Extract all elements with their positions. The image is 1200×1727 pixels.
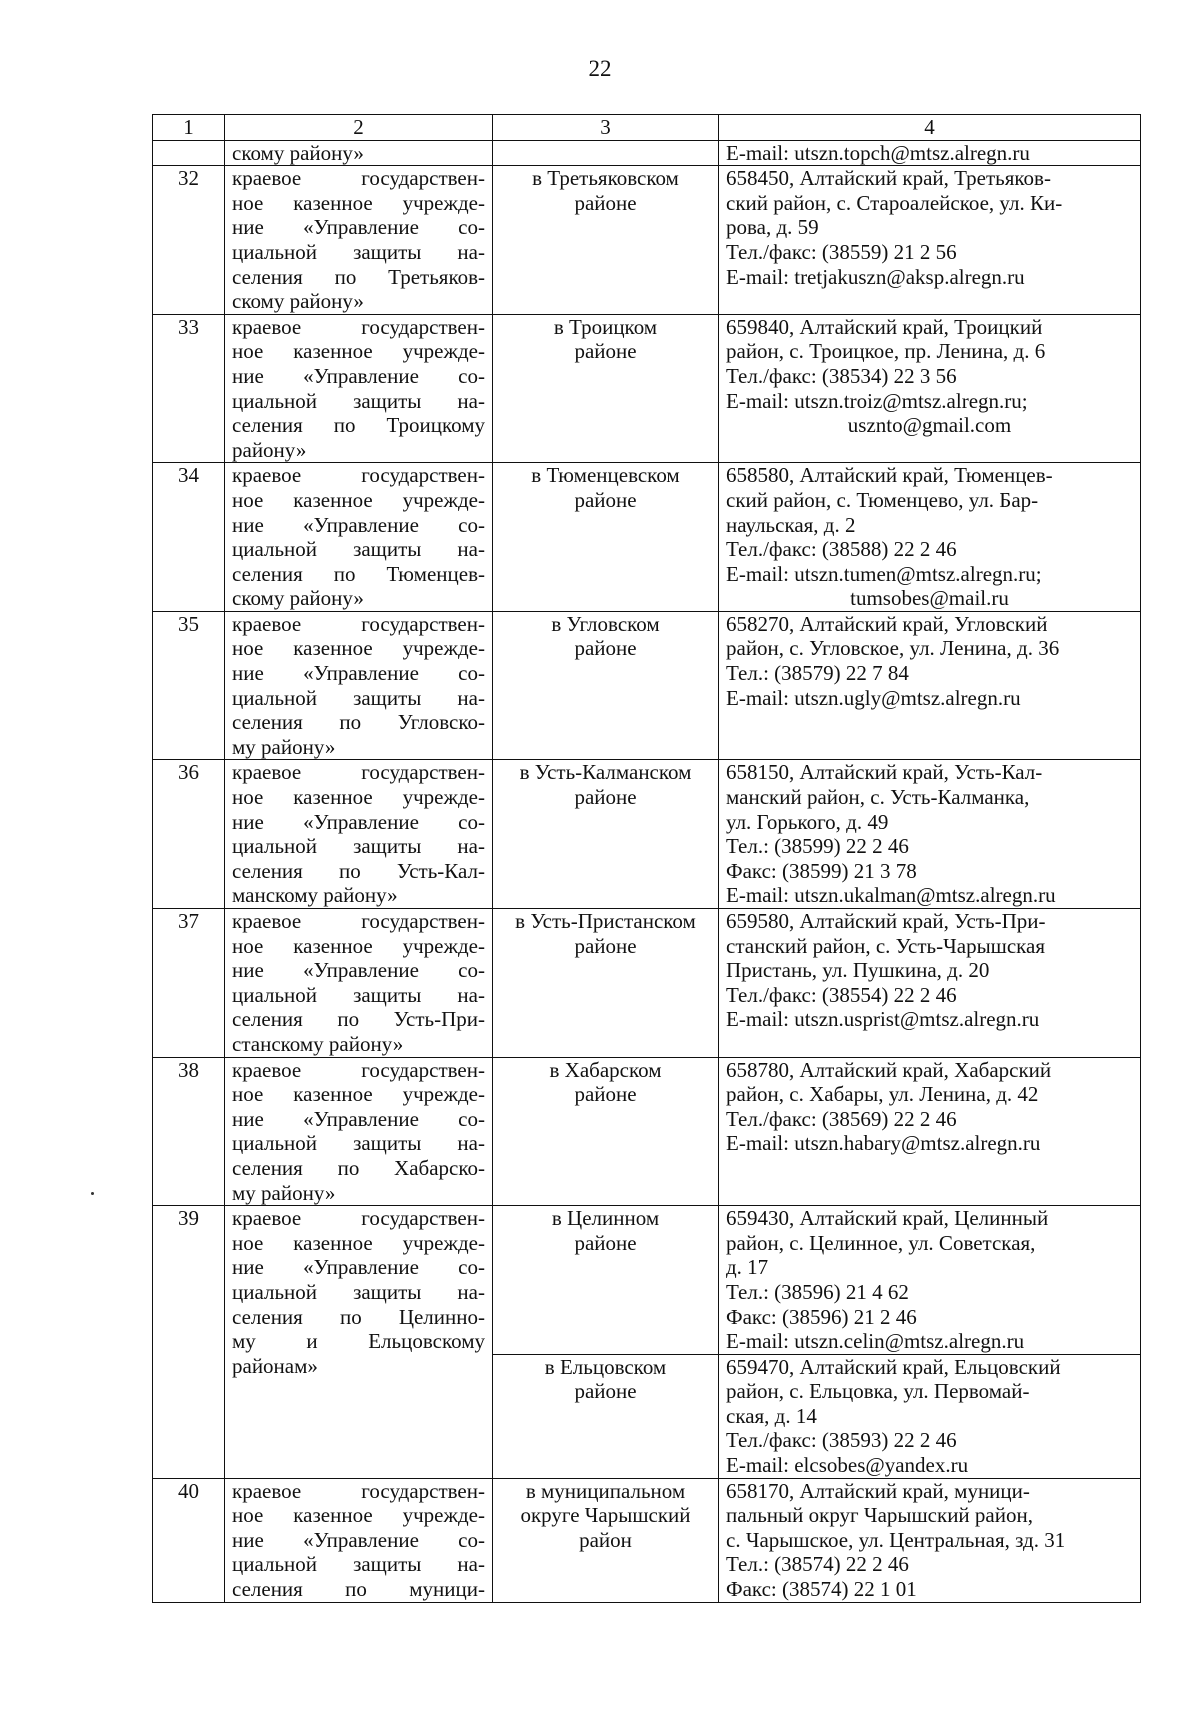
organization-cell [225, 1478, 493, 1602]
district-cell [493, 314, 719, 463]
district-cell-line: район [579, 1527, 632, 1552]
address-cell [719, 166, 1141, 315]
organization-cell-line: району» [232, 437, 307, 462]
organization-cell [225, 1206, 493, 1479]
address-cell-line: ский район, с. Тюменцево, ул. Бар- [726, 487, 1039, 512]
organization-cell-line: ное казенное учрежде- [232, 933, 485, 958]
address-cell-line: Тел./факс: (38593) 22 2 46 [726, 1428, 957, 1453]
district-cell [493, 1354, 719, 1478]
table-row [153, 1478, 1141, 1602]
district-cell-line: в Третьяковском [532, 166, 679, 191]
organization-cell [225, 1057, 493, 1206]
organization-cell-line: ное казенное учрежде- [232, 190, 485, 215]
organization-cell-line: ние «Управление со- [232, 1527, 485, 1552]
address-cell-line: Тел./факс: (38588) 22 2 46 [726, 537, 957, 562]
district-cell-line: районе [574, 1230, 637, 1255]
address-cell [719, 1057, 1141, 1206]
organization-cell-line: ное казенное учрежде- [232, 636, 485, 661]
district-cell-line: в Усть-Пристанском [515, 909, 696, 933]
organization-cell [225, 760, 493, 909]
address-cell-line: 659470, Алтайский край, Ельцовский [726, 1354, 1061, 1379]
address-cell-line: E-mail: tretjakuszn@aksp.alregn.ru [726, 264, 1025, 289]
address-cell [719, 909, 1141, 1058]
column-header: 3 [493, 115, 719, 141]
organization-cell-line: ное казенное учрежде- [232, 785, 485, 810]
organization-cell-line: краевое государствен- [232, 1057, 485, 1082]
organization-cell-line: циальной защиты на- [232, 1279, 485, 1304]
organization-cell-line: краевое государствен- [232, 1206, 485, 1231]
organization-cell-line: циальной защиты на- [232, 1552, 485, 1577]
organization-cell-line: ние «Управление со- [232, 363, 485, 388]
address-cell-line: Тел.: (38599) 22 2 46 [726, 834, 909, 859]
organization-cell-line: краевое государствен- [232, 1478, 485, 1503]
address-cell [719, 463, 1141, 612]
organization-cell-line: краевое государствен- [232, 166, 485, 191]
address-cell-line: E-mail: utszn.ukalman@mtsz.alregn.ru [726, 883, 1056, 908]
organization-cell-line: циальной защиты на- [232, 685, 485, 710]
table-row [153, 463, 1141, 612]
organization-cell-line: ние «Управление со- [232, 809, 485, 834]
column-header: 1 [153, 115, 225, 141]
column-header: 4 [719, 115, 1141, 141]
address-cell-line: манский район, с. Усть-Калманка, [726, 785, 1030, 810]
table-row [153, 166, 1141, 315]
district-cell-line: в Усть-Калманском [519, 760, 692, 785]
address-cell-line: ская, д. 14 [726, 1403, 817, 1428]
organization-cell-line: ние «Управление со- [232, 512, 485, 537]
table-row [153, 314, 1141, 463]
organization-cell-line: селения по Целинно- [232, 1304, 485, 1329]
district-cell-line: районе [574, 785, 637, 810]
district-cell-line: районе [574, 487, 637, 512]
district-cell-line: округе Чарышский [520, 1503, 691, 1528]
address-cell-line: E-mail: elcsobes@yandex.ru [726, 1453, 969, 1478]
address-cell-line: 659580, Алтайский край, Усть-При- [726, 909, 1046, 933]
district-cell-line: районе [574, 1379, 637, 1404]
address-cell-line: tumsobes@mail.ru [850, 586, 1009, 611]
organization-cell-line: ние «Управление со- [232, 958, 485, 983]
address-cell-line: рова, д. 59 [726, 215, 819, 240]
organization-cell [225, 166, 493, 315]
organization-cell-line: селения по муници- [232, 1577, 485, 1602]
organization-cell-line: селения по Усть-При- [232, 1007, 485, 1032]
row-number [153, 140, 225, 166]
address-cell [719, 1354, 1141, 1478]
organization-cell [225, 909, 493, 1058]
district-cell-line: в Целинном [551, 1206, 660, 1231]
address-cell-line: E-mail: utszn.tumen@mtsz.alregn.ru; [726, 561, 1042, 586]
address-cell-line: E-mail: utszn.celin@mtsz.alregn.ru [726, 1329, 1025, 1354]
organization-cell-line: краевое государствен- [232, 760, 485, 785]
address-cell-line: 658780, Алтайский край, Хабарский [726, 1057, 1052, 1082]
address-cell-line: пальный округ Чарышский район, [726, 1503, 1033, 1528]
organization-cell-line: циальной защиты на- [232, 388, 485, 413]
address-cell [719, 760, 1141, 909]
district-cell-line: в муниципальном [525, 1478, 686, 1503]
address-cell-line: район, с. Хабары, ул. Ленина, д. 42 [726, 1082, 1039, 1107]
organization-cell-line: му району» [232, 734, 336, 759]
address-cell-line: наульская, д. 2 [726, 512, 856, 537]
organization-cell-line: селения по Тюменцев- [232, 561, 485, 586]
page-number: 22 [588, 56, 612, 81]
address-cell-line: 659430, Алтайский край, Целинный [726, 1206, 1049, 1231]
address-cell [719, 611, 1141, 760]
district-cell-line: в Хабарском [549, 1057, 662, 1082]
district-cell [493, 611, 719, 760]
organization-cell [225, 140, 493, 166]
organization-cell-line: циальной защиты на- [232, 239, 485, 264]
organization-cell-line: краевое государствен- [232, 314, 485, 339]
row-number: 39 [153, 1206, 225, 1479]
organization-cell-line: циальной защиты на- [232, 1131, 485, 1156]
address-cell-line: Факс: (38599) 21 3 78 [726, 858, 917, 883]
address-cell-line: Тел./факс: (38569) 22 2 46 [726, 1106, 957, 1131]
address-cell-line: 658580, Алтайский край, Тюменцев- [726, 463, 1053, 488]
district-cell [493, 1057, 719, 1206]
scan-speck [91, 1192, 94, 1195]
address-cell [719, 314, 1141, 463]
organization-cell-line: селения по Третьяков- [232, 264, 485, 289]
table-row [153, 909, 1141, 1058]
district-cell-line: в Ельцовском [544, 1354, 667, 1379]
table-row [153, 760, 1141, 909]
district-cell-line: в Угловском [551, 611, 660, 636]
address-cell-line: район, с. Ельцовка, ул. Первомай- [726, 1379, 1030, 1404]
table-row [153, 1057, 1141, 1206]
district-cell [493, 1478, 719, 1602]
address-cell-line: Тел.: (38579) 22 7 84 [726, 661, 909, 686]
address-cell-line: Тел./факс: (38534) 22 3 56 [726, 363, 957, 388]
organization-cell-line: циальной защиты на- [232, 537, 485, 562]
social-protection-offices-table [152, 114, 1141, 1603]
district-cell-line: районе [574, 1082, 637, 1107]
district-cell-line: в Троицком [553, 314, 658, 339]
district-cell [493, 463, 719, 612]
column-header: 2 [225, 115, 493, 141]
row-number: 35 [153, 611, 225, 760]
address-cell-line: Тел./факс: (38559) 21 2 56 [726, 239, 957, 264]
organization-cell-line: циальной защиты на- [232, 982, 485, 1007]
address-cell-line: E-mail: utszn.troiz@mtsz.alregn.ru; [726, 388, 1028, 413]
address-cell-line: 658150, Алтайский край, Усть-Кал- [726, 760, 1043, 785]
address-cell-line: Тел.: (38596) 21 4 62 [726, 1279, 909, 1304]
header-row [153, 115, 1141, 141]
organization-cell-line: скому району» [232, 289, 364, 314]
organization-cell [225, 611, 493, 760]
address-cell-line: 659840, Алтайский край, Троицкий [726, 314, 1043, 339]
organization-cell-line: ние «Управление со- [232, 1255, 485, 1280]
address-cell-line: Тел./факс: (38554) 22 2 46 [726, 982, 957, 1007]
address-cell-line: E-mail: utszn.habary@mtsz.alregn.ru [726, 1131, 1041, 1156]
organization-cell-line: ние «Управление со- [232, 1106, 485, 1131]
district-cell-line: районе [574, 933, 637, 958]
address-cell-line: 658170, Алтайский край, муници- [726, 1478, 1030, 1503]
address-cell-line: Тел.: (38574) 22 2 46 [726, 1552, 909, 1577]
address-cell-line: E-mail: utszn.usprist@mtsz.alregn.ru [726, 1007, 1040, 1032]
organization-cell [225, 463, 493, 612]
row-number: 38 [153, 1057, 225, 1206]
district-cell-line: в Тюменцевском [531, 463, 680, 488]
row-number: 34 [153, 463, 225, 612]
district-cell-line: районе [574, 190, 637, 215]
organization-cell-line: ное казенное учрежде- [232, 1230, 485, 1255]
row-number: 37 [153, 909, 225, 1058]
organization-cell-line: му району» [232, 1180, 336, 1205]
organization-cell-line: селения по Троицкому [232, 413, 485, 438]
district-cell [493, 909, 719, 1058]
district-cell [493, 760, 719, 909]
organization-cell-line: ное казенное учрежде- [232, 487, 485, 512]
district-cell-line: районе [574, 339, 637, 364]
organization-cell-line: скому району» [232, 140, 364, 165]
address-cell-line: Пристань, ул. Пушкина, д. 20 [726, 958, 990, 983]
address-cell-line: 658270, Алтайский край, Угловский [726, 611, 1048, 636]
district-cell [493, 166, 719, 315]
row-number: 33 [153, 314, 225, 463]
organization-cell-line: му и Ельцовскому [232, 1329, 485, 1354]
address-cell-line: E-mail: utszn.topch@mtsz.alregn.ru [726, 140, 1030, 165]
address-cell-line: район, с. Троицкое, пр. Ленина, д. 6 [726, 339, 1046, 364]
district-cell [493, 1206, 719, 1355]
organization-cell-line: районам» [232, 1353, 318, 1378]
address-cell-line: usznto@gmail.com [847, 413, 1012, 438]
organization-cell-line: станскому району» [232, 1031, 404, 1056]
organization-cell-line: ние «Управление со- [232, 661, 485, 686]
table-row [153, 1206, 1141, 1355]
address-cell [719, 140, 1141, 166]
address-cell [719, 1206, 1141, 1355]
organization-cell-line: манскому району» [232, 883, 398, 908]
address-cell-line: 658450, Алтайский край, Третьяков- [726, 166, 1051, 191]
district-cell-line: районе [574, 636, 637, 661]
organization-cell-line: краевое государствен- [232, 909, 485, 933]
organization-cell [225, 314, 493, 463]
address-cell-line: ул. Горького, д. 49 [726, 809, 889, 834]
row-number: 32 [153, 166, 225, 315]
address-cell-line: ский район, с. Староалейское, ул. Ки- [726, 190, 1063, 215]
organization-cell-line: ное казенное учрежде- [232, 1503, 485, 1528]
table-row [153, 611, 1141, 760]
organization-cell-line: селения по Угловско- [232, 710, 485, 735]
organization-cell-line: скому району» [232, 586, 364, 611]
address-cell-line: Факс: (38574) 22 1 01 [726, 1577, 917, 1602]
organization-cell-line: ное казенное учрежде- [232, 1082, 485, 1107]
organization-cell-line: циальной защиты на- [232, 834, 485, 859]
address-cell-line: Факс: (38596) 21 2 46 [726, 1304, 917, 1329]
address-cell-line: д. 17 [726, 1255, 769, 1280]
table-row [153, 140, 1141, 166]
address-cell-line: район, с. Целинное, ул. Советская, [726, 1230, 1036, 1255]
address-cell-line: станский район, с. Усть-Чарышская [726, 933, 1046, 958]
organization-cell-line: ное казенное учрежде- [232, 339, 485, 364]
address-cell-line: E-mail: utszn.ugly@mtsz.alregn.ru [726, 685, 1021, 710]
organization-cell-line: ние «Управление со- [232, 215, 485, 240]
row-number: 36 [153, 760, 225, 909]
organization-cell-line: селения по Хабарско- [232, 1155, 485, 1180]
address-cell-line: район, с. Угловское, ул. Ленина, д. 36 [726, 636, 1060, 661]
address-cell-line: с. Чарышское, ул. Центральная, зд. 31 [726, 1527, 1066, 1552]
organization-cell-line: краевое государствен- [232, 463, 485, 488]
address-cell [719, 1478, 1141, 1602]
organization-cell-line: селения по Усть-Кал- [232, 858, 485, 883]
row-number: 40 [153, 1478, 225, 1602]
organization-cell-line: краевое государствен- [232, 611, 485, 636]
district-cell [493, 140, 719, 166]
